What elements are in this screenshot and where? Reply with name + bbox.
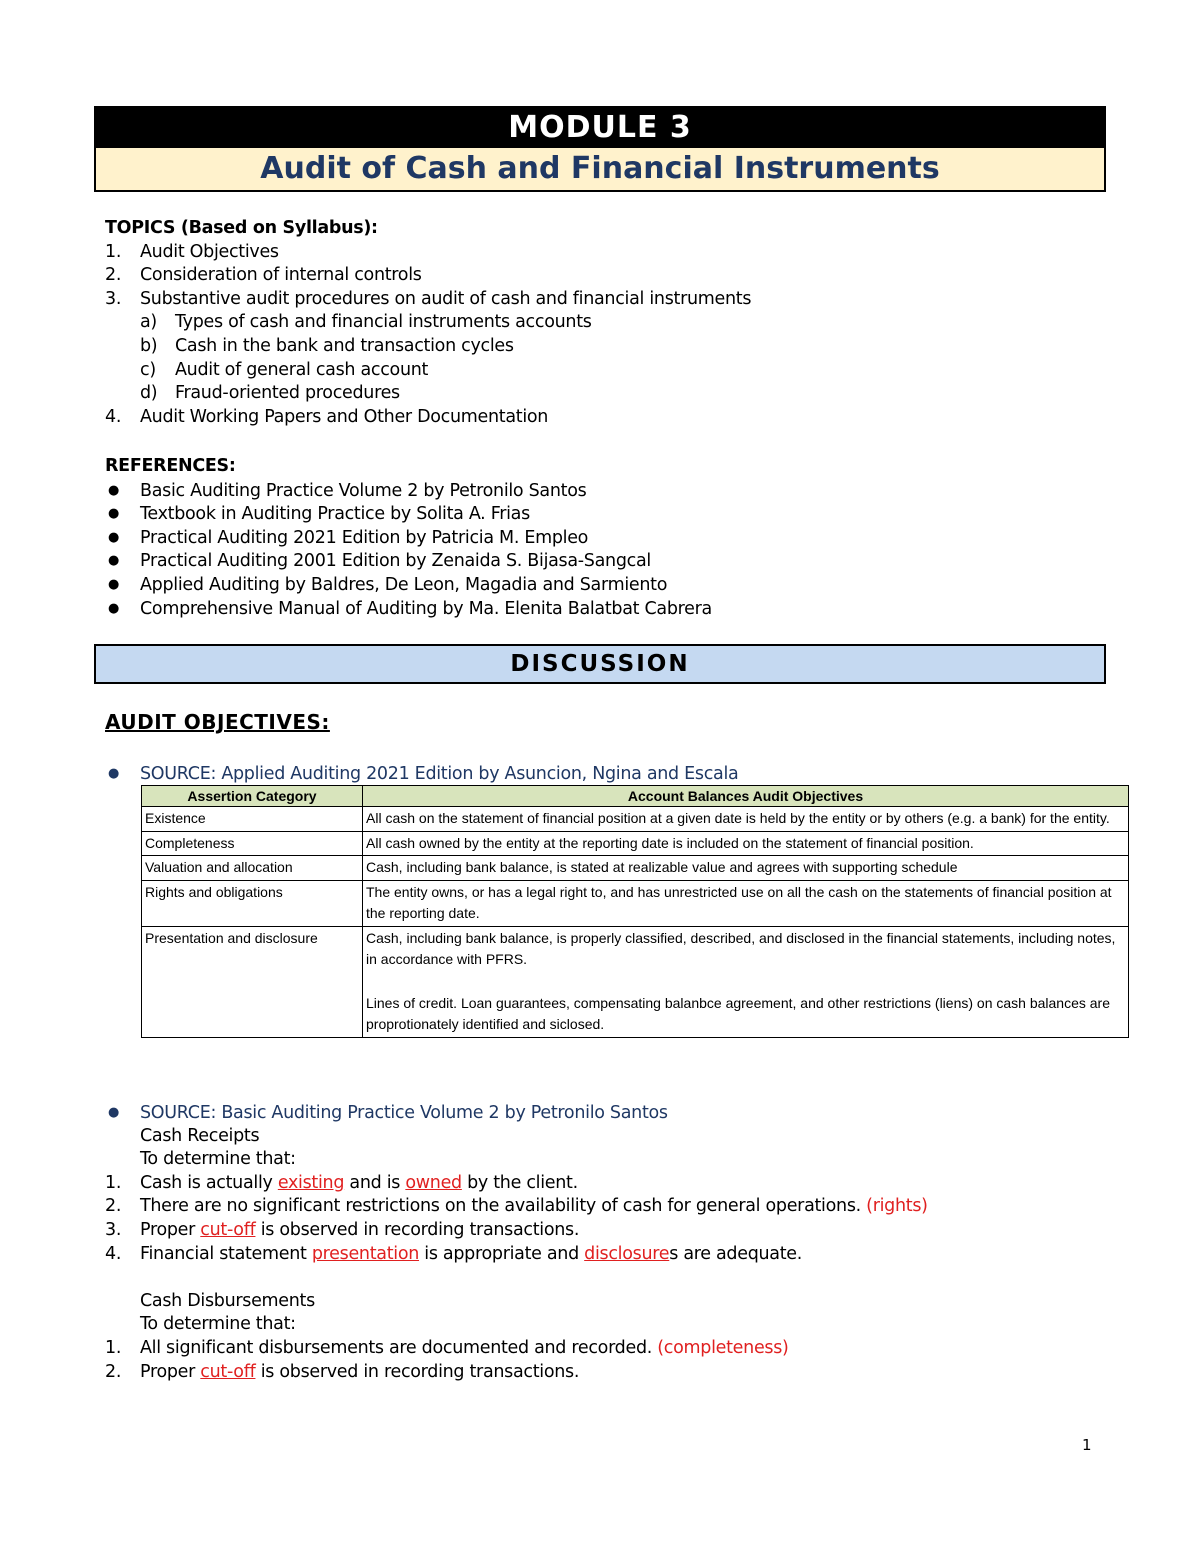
keyword: presentation — [311, 1243, 420, 1264]
cell-category: Existence — [142, 807, 363, 832]
list-subitem: d) Fraud-oriented procedures — [140, 383, 400, 404]
list-item: 4. Financial statement presentation is appropriate and disclosures are adequate. — [105, 1243, 803, 1264]
reference-item: ● Textbook in Auditing Practice by Solita A. Frias — [105, 502, 712, 526]
source-1 — [105, 762, 738, 786]
discussion-banner: DISCUSSION — [94, 644, 1106, 684]
disbursements-intro: To determine that: — [140, 1314, 296, 1335]
module-title: Audit of Cash and Financial Instruments — [96, 148, 1104, 190]
receipts-intro: To determine that: — [140, 1149, 296, 1170]
source-2 — [105, 1101, 928, 1384]
table-row — [142, 926, 1129, 1037]
list-item: 3. Proper cut-off is observed in recording transactions. — [105, 1219, 580, 1240]
bullet-icon: ● — [108, 506, 120, 522]
table-row — [142, 807, 1129, 832]
cell-category: Rights and obligations — [142, 880, 363, 926]
cell-objective: Cash, including bank balance, is stated at realizable value and agrees with supporting schedule — [363, 856, 1129, 881]
objective-paragraph: Cash, including bank balance, is properly classified, described, and disclosed in the financial statements, including notes, in accordance with PFRS. — [366, 929, 1116, 967]
table-row — [142, 856, 1129, 881]
assertion-note: (rights) — [866, 1196, 928, 1217]
bullet-icon: ● — [108, 553, 120, 569]
table-header-row — [142, 786, 1129, 807]
keyword: cut-off — [200, 1219, 256, 1240]
reference-item: ● Comprehensive Manual of Auditing by Ma. Elenita Balatbat Cabrera — [105, 597, 712, 621]
reference-item: ● Practical Auditing 2021 Edition by Patricia M. Empleo — [105, 526, 712, 550]
table-row — [142, 831, 1129, 856]
list-item: 2. Proper cut-off is observed in recording transactions. — [105, 1361, 580, 1382]
cell-objective: All cash owned by the entity at the reporting date is included on the statement of financial position. — [363, 831, 1129, 856]
column-header-objectives: Account Balances Audit Objectives — [363, 786, 1129, 807]
list-item: 1. All significant disbursements are documented and recorded. (completeness) — [105, 1337, 789, 1358]
cell-objective: All cash on the statement of financial position at a given date is held by the entity or by others (e.g. a bank) for the entity. — [363, 807, 1129, 832]
list-item: 1. Cash is actually existing and is owned by the client. — [105, 1172, 578, 1193]
audit-objectives-table — [141, 785, 1129, 1038]
list-item: 2. Consideration of internal controls — [105, 265, 422, 286]
keyword: disclosure — [584, 1243, 670, 1264]
source-line: ● SOURCE: Applied Auditing 2021 Edition by Asuncion, Ngina and Escala — [105, 762, 738, 786]
source-line: ● SOURCE: Basic Auditing Practice Volume 2 by Petronilo Santos — [105, 1101, 928, 1125]
reference-item: ● Practical Auditing 2001 Edition by Zenaida S. Bijasa-Sangcal — [105, 549, 712, 573]
topics-section — [105, 217, 751, 429]
bullet-icon: ● — [108, 529, 120, 545]
bullet-icon: ● — [108, 1105, 120, 1120]
reference-item: ● Basic Auditing Practice Volume 2 by Petronilo Santos — [105, 479, 712, 503]
bullet-icon: ● — [108, 766, 120, 781]
cell-objective — [363, 926, 1129, 1037]
cell-category: Presentation and disclosure — [142, 926, 363, 1037]
assertion-note: (completeness) — [657, 1337, 789, 1358]
disbursements-title: Cash Disbursements — [140, 1290, 315, 1311]
list-item: 1. Audit Objectives — [105, 241, 279, 262]
list-item: 3. Substantive audit procedures on audit of cash and financial instruments — [105, 288, 752, 309]
cell-category: Completeness — [142, 831, 363, 856]
reference-item: ● Applied Auditing by Baldres, De Leon, Magadia and Sarmiento — [105, 573, 712, 597]
keyword: existing — [277, 1172, 345, 1193]
table-row — [142, 880, 1129, 926]
references-heading: REFERENCES: — [105, 456, 236, 476]
keyword: cut-off — [200, 1361, 256, 1382]
keyword: owned — [405, 1172, 462, 1193]
audit-objectives-heading: AUDIT OBJECTIVES: — [105, 710, 330, 734]
receipts-title: Cash Receipts — [140, 1125, 260, 1146]
references-section — [105, 455, 712, 620]
module-title-box — [94, 106, 1106, 192]
cell-objective: The entity owns, or has a legal right to, and has unrestricted use on all the cash on the statements of financial position at the reporting date. — [363, 880, 1129, 926]
list-subitem: b) Cash in the bank and transaction cycles — [140, 335, 514, 356]
cell-category: Valuation and allocation — [142, 856, 363, 881]
bullet-icon: ● — [108, 482, 120, 498]
list-item: 2. There are no significant restrictions on the availability of cash for general operations. (rights) — [105, 1196, 928, 1217]
bullet-icon: ● — [108, 576, 120, 592]
list-subitem: c) Audit of general cash account — [140, 359, 429, 380]
bullet-icon: ● — [108, 600, 120, 616]
list-item: 4. Audit Working Papers and Other Documentation — [105, 406, 549, 427]
list-subitem: a) Types of cash and financial instruments accounts — [140, 312, 592, 333]
module-number: MODULE 3 — [96, 108, 1104, 148]
objective-paragraph: Lines of credit. Loan guarantees, compensating balanbce agreement, and other restrictions (liens) on cash balances are proprotionately identified and siclosed. — [366, 994, 1111, 1032]
topics-heading: TOPICS (Based on Syllabus): — [105, 218, 378, 238]
column-header-assertion: Assertion Category — [142, 786, 363, 807]
page-number: 1 — [1082, 1436, 1092, 1454]
